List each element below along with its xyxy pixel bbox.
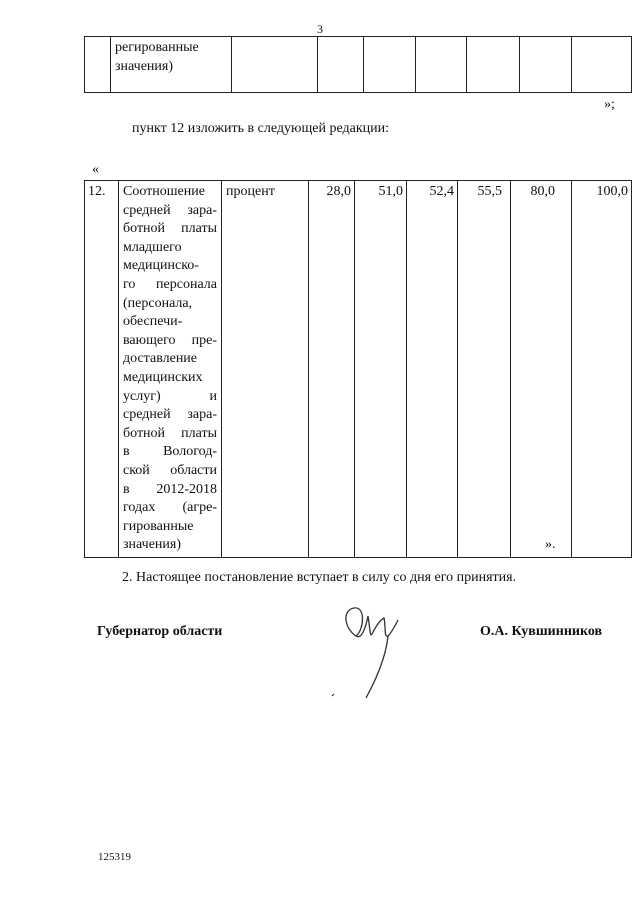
table-cell bbox=[85, 37, 111, 93]
description-line: младшего bbox=[123, 239, 182, 255]
description-line: обеспечи- bbox=[123, 314, 183, 330]
table-cell-description bbox=[111, 37, 232, 93]
table-cell bbox=[572, 37, 632, 93]
table-cell-number bbox=[85, 181, 119, 558]
table-cell-value bbox=[309, 181, 355, 558]
intro-text: пункт 12 изложить в следующей редакции: bbox=[132, 121, 389, 136]
description-text bbox=[119, 181, 221, 557]
value-cell: 55,5 bbox=[477, 184, 502, 199]
value-cell: 52,4 bbox=[429, 184, 454, 199]
table-cell-value bbox=[511, 181, 572, 558]
table-cell-description bbox=[119, 181, 222, 558]
page-number: 3 bbox=[317, 22, 323, 36]
description-line: медицинских bbox=[123, 369, 203, 385]
description-line: (персонала, bbox=[123, 295, 193, 311]
table-cell-value bbox=[458, 181, 511, 558]
signature-image bbox=[326, 596, 406, 706]
open-quote: « bbox=[92, 162, 99, 177]
description-line: го персонала bbox=[123, 276, 217, 292]
table-row bbox=[85, 37, 632, 93]
document-code: 125319 bbox=[98, 851, 131, 863]
table-cell bbox=[364, 37, 416, 93]
description-line: вающего пре- bbox=[123, 332, 217, 348]
table-cell bbox=[232, 37, 318, 93]
description-line: средней зара- bbox=[123, 202, 217, 218]
value-cell: 100,0 bbox=[596, 184, 628, 199]
table-cell-unit bbox=[222, 181, 309, 558]
description-line: годах (агре- bbox=[123, 500, 217, 516]
value-cell: 51,0 bbox=[378, 184, 403, 199]
description-line: в 2012-2018 bbox=[123, 481, 217, 497]
table-cell-value bbox=[572, 181, 632, 558]
description-line: ботной платы bbox=[123, 425, 217, 441]
table-cell bbox=[520, 37, 572, 93]
unit-label: процент bbox=[226, 184, 275, 199]
description-line: средней зара- bbox=[123, 407, 217, 423]
value-cell: 28,0 bbox=[326, 184, 351, 199]
description-line: гированные bbox=[123, 518, 194, 534]
description-line: значения) bbox=[123, 537, 182, 553]
table-cell-value bbox=[355, 181, 407, 558]
description-line: доставление bbox=[123, 351, 198, 367]
table-row bbox=[85, 181, 632, 558]
closing-quote-top: »; bbox=[604, 97, 615, 112]
table-cell bbox=[416, 37, 467, 93]
table-item-12 bbox=[84, 180, 632, 558]
value-cell: 80,0 bbox=[530, 184, 555, 199]
description-line: медицинско- bbox=[123, 258, 199, 274]
description-line: ботной платы bbox=[123, 221, 217, 237]
clause-2: 2. Настоящее постановление вступает в силу со дня его принятия. bbox=[122, 570, 517, 585]
description-line: услуг) и bbox=[123, 388, 217, 404]
description-line: регированные bbox=[115, 40, 199, 55]
signatory-name: О.А. Кувшинников bbox=[480, 624, 603, 639]
closing-quote: ». bbox=[545, 537, 556, 552]
description-line: в Вологод- bbox=[123, 444, 217, 460]
table-cell bbox=[318, 37, 364, 93]
table-fragment-top bbox=[84, 36, 632, 93]
table-cell bbox=[467, 37, 520, 93]
table-cell-value bbox=[407, 181, 458, 558]
description-line: значения) bbox=[115, 58, 174, 74]
description-line: ской области bbox=[123, 462, 217, 478]
signatory-title: Губернатор области bbox=[97, 624, 223, 639]
description-line: Соотношение bbox=[123, 184, 205, 199]
row-number: 12. bbox=[88, 184, 106, 199]
